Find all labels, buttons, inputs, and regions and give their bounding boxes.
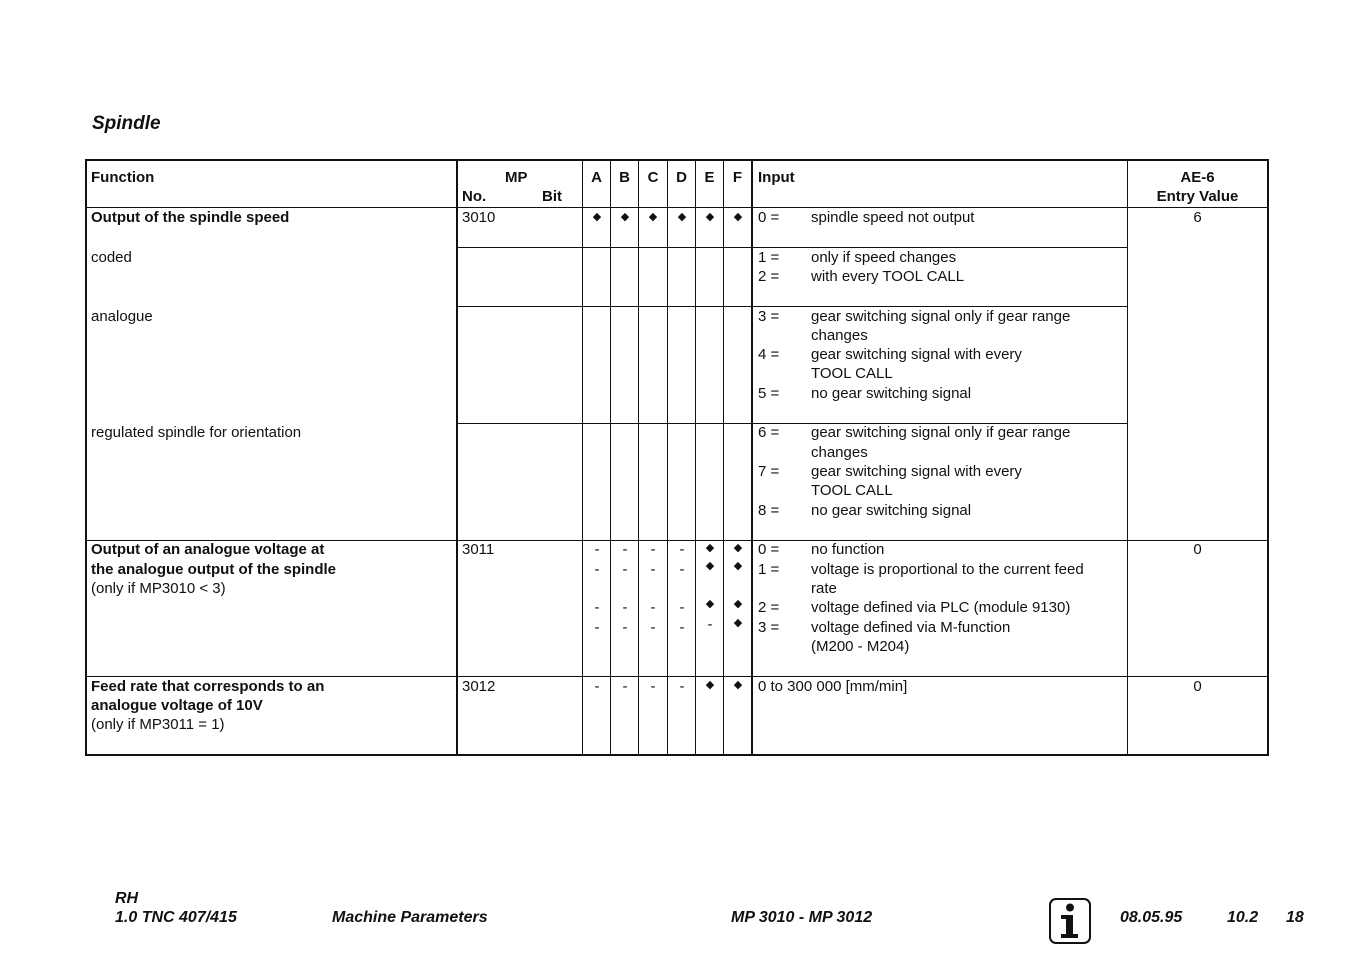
- input-text: rate: [811, 580, 837, 597]
- function-note: (only if MP3011 = 1): [91, 716, 225, 733]
- function-label: analogue voltage of 10V: [91, 697, 263, 714]
- input-key: 6 =: [758, 424, 780, 441]
- entry-value: 6: [1193, 209, 1202, 226]
- col-divider: [1127, 159, 1128, 756]
- diamond-icon: ◆: [733, 617, 743, 629]
- input-key: 1 =: [758, 561, 780, 578]
- col-divider: [582, 159, 583, 756]
- input-key: 0 =: [758, 209, 780, 226]
- col-divider: [751, 159, 753, 756]
- dash-mark: -: [622, 541, 628, 558]
- header-input: Input: [758, 169, 795, 186]
- col-divider: [1267, 159, 1269, 756]
- function-note: (only if MP3010 < 3): [91, 580, 226, 597]
- function-label: regulated spindle for orientation: [91, 424, 302, 441]
- info-icon: [1049, 898, 1091, 944]
- diamond-icon: ◆: [705, 679, 715, 691]
- dash-mark: -: [679, 541, 685, 558]
- input-key: 3 =: [758, 619, 780, 636]
- dash-mark: -: [650, 599, 656, 616]
- dash-mark: -: [594, 599, 600, 616]
- header-col-f: F: [732, 169, 743, 186]
- input-text: (M200 - M204): [811, 638, 910, 655]
- dash-mark: -: [594, 678, 600, 695]
- col-divider: [85, 159, 87, 756]
- dash-mark: -: [679, 561, 685, 578]
- col-divider: [667, 159, 668, 756]
- table-border-top: [85, 159, 1269, 161]
- parameter-table: [85, 159, 1269, 756]
- footer-mp-range: MP 3010 - MP 3012: [731, 909, 873, 926]
- entry-value: 0: [1193, 541, 1202, 558]
- col-divider: [695, 159, 696, 756]
- diamond-icon: ◆: [620, 211, 630, 223]
- input-text: 0 to 300 000 [mm/min]: [758, 678, 908, 695]
- diamond-icon: ◆: [705, 542, 715, 554]
- diamond-icon: ◆: [705, 211, 715, 223]
- input-key: 5 =: [758, 385, 780, 402]
- col-divider: [456, 159, 458, 756]
- footer-rh: RH: [115, 890, 139, 907]
- input-key: 4 =: [758, 346, 780, 363]
- dash-mark: -: [622, 678, 628, 695]
- footer-section: 10.2: [1227, 909, 1259, 926]
- input-key: 2 =: [758, 599, 780, 616]
- diamond-icon: ◆: [705, 598, 715, 610]
- footer-date: 08.05.95: [1120, 909, 1183, 926]
- input-text: no gear switching signal: [811, 385, 972, 402]
- mp-number: 3012: [462, 678, 496, 695]
- input-text: only if speed changes: [811, 249, 957, 266]
- section-title: Spindle: [92, 113, 161, 134]
- function-label: Output of an analogue voltage at: [91, 541, 325, 558]
- diamond-icon: ◆: [592, 211, 602, 223]
- mp-number: 3010: [462, 209, 496, 226]
- footer-page: 18: [1286, 909, 1304, 926]
- header-col-e: E: [704, 169, 715, 186]
- diamond-icon: ◆: [733, 542, 743, 554]
- info-glyph-icon: [1059, 903, 1081, 939]
- dash-mark: -: [650, 619, 656, 636]
- dash-mark: -: [594, 541, 600, 558]
- dash-mark: -: [679, 619, 685, 636]
- dash-mark: -: [622, 561, 628, 578]
- function-label: analogue: [91, 308, 153, 325]
- header-function: Function: [91, 169, 155, 186]
- input-text: changes: [811, 327, 868, 344]
- header-col-c: C: [647, 169, 659, 186]
- input-text: no function: [811, 541, 885, 558]
- input-key: 8 =: [758, 502, 780, 519]
- header-no: No.: [462, 188, 487, 205]
- dash-mark: -: [707, 616, 713, 633]
- dash-mark: -: [650, 541, 656, 558]
- input-key: 0 =: [758, 541, 780, 558]
- function-label: Output of the spindle speed: [91, 209, 290, 226]
- input-text: gear switching signal only if gear range: [811, 424, 1071, 441]
- dash-mark: -: [594, 561, 600, 578]
- input-text: no gear switching signal: [811, 502, 972, 519]
- dash-mark: -: [622, 619, 628, 636]
- input-text: with every TOOL CALL: [811, 268, 965, 285]
- dash-mark: -: [650, 561, 656, 578]
- diamond-icon: ◆: [733, 679, 743, 691]
- footer-doc-title: Machine Parameters: [332, 909, 488, 926]
- mp-number: 3011: [462, 541, 495, 558]
- diamond-icon: ◆: [733, 211, 743, 223]
- row-divider: [457, 247, 1127, 248]
- header-entry-value: Entry Value: [1156, 188, 1239, 205]
- input-key: 3 =: [758, 308, 780, 325]
- function-label: coded: [91, 249, 132, 266]
- input-key: 7 =: [758, 463, 780, 480]
- dash-mark: -: [679, 678, 685, 695]
- input-text: gear switching signal only if gear range: [811, 308, 1071, 325]
- col-divider: [610, 159, 611, 756]
- dash-mark: -: [622, 599, 628, 616]
- footer-version: 1.0 TNC 407/415: [115, 909, 237, 926]
- diamond-icon: ◆: [677, 211, 687, 223]
- input-key: 1 =: [758, 249, 780, 266]
- diamond-icon: ◆: [733, 560, 743, 572]
- header-col-b: B: [619, 169, 630, 186]
- entry-value: 0: [1193, 678, 1202, 695]
- input-text: voltage is proportional to the current feed: [811, 561, 1084, 578]
- input-text: voltage defined via M-function: [811, 619, 1011, 636]
- input-text: voltage defined via PLC (module 9130): [811, 599, 1071, 616]
- function-label: Feed rate that corresponds to an: [91, 678, 325, 695]
- header-bit: Bit: [542, 188, 562, 205]
- header-ae6: AE-6: [1180, 169, 1215, 186]
- input-text: changes: [811, 444, 868, 461]
- input-text: TOOL CALL: [811, 365, 893, 382]
- header-col-d: D: [676, 169, 687, 186]
- input-key: 2 =: [758, 268, 780, 285]
- header-mp: MP: [505, 169, 528, 186]
- input-text: spindle speed not output: [811, 209, 975, 226]
- diamond-icon: ◆: [705, 560, 715, 572]
- header-col-a: A: [591, 169, 602, 186]
- table-border-bottom: [85, 754, 1269, 756]
- dash-mark: -: [679, 599, 685, 616]
- col-divider: [723, 159, 724, 756]
- input-text: gear switching signal with every: [811, 346, 1022, 363]
- dash-mark: -: [650, 678, 656, 695]
- dash-mark: -: [594, 619, 600, 636]
- function-label: the analogue output of the spindle: [91, 561, 336, 578]
- col-divider: [638, 159, 639, 756]
- diamond-icon: ◆: [648, 211, 658, 223]
- input-text: TOOL CALL: [811, 482, 893, 499]
- diamond-icon: ◆: [733, 598, 743, 610]
- input-text: gear switching signal with every: [811, 463, 1022, 480]
